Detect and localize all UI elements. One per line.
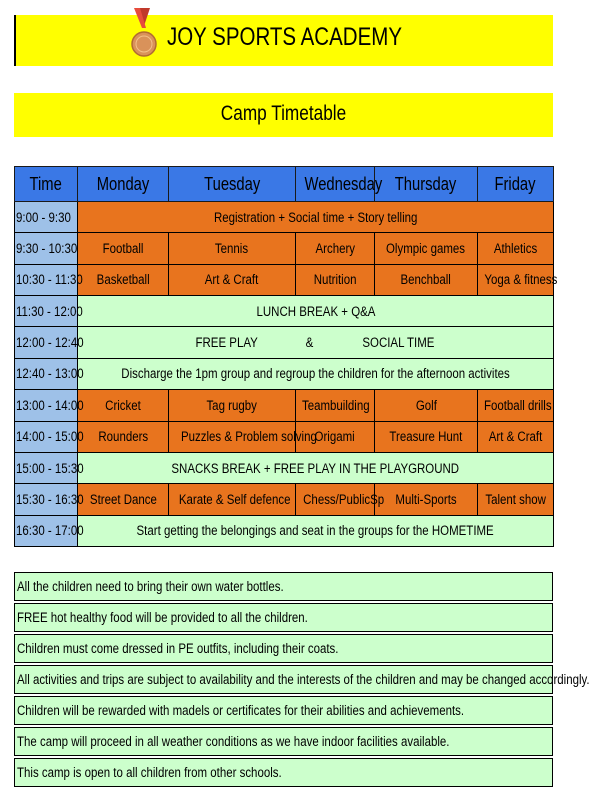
time-cell: 11:30 - 12:00 xyxy=(15,296,78,327)
activity-cell: Tennis xyxy=(169,233,296,264)
activity-cell: Chess/PublicSp xyxy=(296,484,375,515)
activity-cell: Nutrition xyxy=(296,264,375,295)
title-banner xyxy=(14,15,553,66)
note-item: All activities and trips are subject to availability and the interests of the children and may be changed accordingly. xyxy=(14,665,553,694)
timetable xyxy=(14,166,558,547)
note-item: The camp will proceed in all weather conditions as we have indoor facilities available. xyxy=(14,727,553,756)
column-header: Tuesday xyxy=(169,167,296,202)
free-play-label: FREE PLAY xyxy=(195,335,258,351)
note-item: Children must come dressed in PE outfits, including their coats. xyxy=(14,634,553,663)
activity-cell: Athletics xyxy=(478,233,554,264)
activity-cell: Karate & Self defence xyxy=(169,484,296,515)
activity-cell: Benchball xyxy=(375,264,478,295)
activity-cell: Golf xyxy=(375,390,478,421)
activity-span-cell: Registration + Social time + Story telling xyxy=(78,202,554,233)
note-item: Children will be rewarded with madels or certificates for their abilities and achievements. xyxy=(14,696,553,725)
table-row xyxy=(15,484,554,515)
time-cell: 16:30 - 17:00 xyxy=(15,515,78,546)
break-span-cell: Discharge the 1pm group and regroup the children for the afternoon activites xyxy=(78,358,554,389)
table-row xyxy=(15,421,554,452)
time-cell: 15:30 - 16:30 xyxy=(15,484,78,515)
time-cell: 12:00 - 12:40 xyxy=(15,327,78,358)
table-row xyxy=(15,515,554,546)
activity-cell: Olympic games xyxy=(375,233,478,264)
table-row xyxy=(15,233,554,264)
medal-icon xyxy=(130,8,158,68)
note-item: FREE hot healthy food will be provided to all the children. xyxy=(14,603,553,632)
activity-cell: Cricket xyxy=(78,390,169,421)
page-title: JOY SPORTS ACADEMY xyxy=(166,23,403,51)
activity-cell: Rounders xyxy=(78,421,169,452)
activity-cell: Yoga & fitness xyxy=(478,264,554,295)
social-time-label: SOCIAL TIME xyxy=(362,335,435,351)
table-row xyxy=(15,264,554,295)
table-row xyxy=(15,390,554,421)
activity-cell: Street Dance xyxy=(78,484,169,515)
activity-cell: Multi-Sports xyxy=(375,484,478,515)
time-cell: 10:30 - 11:30 xyxy=(15,264,78,295)
break-span-cell xyxy=(78,327,554,358)
activity-cell: Treasure Hunt xyxy=(375,421,478,452)
break-span-cell: SNACKS BREAK + FREE PLAY IN THE PLAYGROUND xyxy=(78,452,554,483)
time-cell: 14:00 - 15:00 xyxy=(15,421,78,452)
time-cell: 12:40 - 13:00 xyxy=(15,358,78,389)
time-cell: 13:00 - 14:00 xyxy=(15,390,78,421)
activity-cell: Origami xyxy=(296,421,375,452)
timetable-header-row xyxy=(15,167,554,202)
break-span-cell: Start getting the belongings and seat in the groups for the HOMETIME xyxy=(78,515,554,546)
subtitle-banner xyxy=(14,93,553,137)
activity-cell: Talent show xyxy=(478,484,554,515)
column-header: Friday xyxy=(478,167,554,202)
table-row xyxy=(15,358,554,389)
column-header: Time xyxy=(15,167,78,202)
activity-cell: Tag rugby xyxy=(169,390,296,421)
break-span-cell: LUNCH BREAK + Q&A xyxy=(78,296,554,327)
note-item: This camp is open to all children from other schools. xyxy=(14,758,553,787)
activity-cell: Art & Craft xyxy=(478,421,554,452)
note-item: All the children need to bring their own water bottles. xyxy=(14,572,553,601)
activity-cell: Puzzles & Problem solving xyxy=(169,421,296,452)
time-cell: 9:00 - 9:30 xyxy=(15,202,78,233)
column-header: Thursday xyxy=(375,167,478,202)
activity-cell: Teambuilding xyxy=(296,390,375,421)
activity-cell: Art & Craft xyxy=(169,264,296,295)
time-cell: 9:30 - 10:30 xyxy=(15,233,78,264)
table-row xyxy=(15,327,554,358)
ampersand-label: & xyxy=(305,335,314,351)
activity-cell: Football drills xyxy=(478,390,554,421)
table-row xyxy=(15,452,554,483)
activity-cell: Basketball xyxy=(78,264,169,295)
notes-list xyxy=(14,572,590,789)
column-header: Monday xyxy=(78,167,169,202)
activity-cell: Football xyxy=(78,233,169,264)
table-row xyxy=(15,202,554,233)
activity-cell: Archery xyxy=(296,233,375,264)
table-row xyxy=(15,296,554,327)
time-cell: 15:00 - 15:30 xyxy=(15,452,78,483)
page-subtitle: Camp Timetable xyxy=(220,102,347,125)
column-header: Wednesday xyxy=(296,167,375,202)
